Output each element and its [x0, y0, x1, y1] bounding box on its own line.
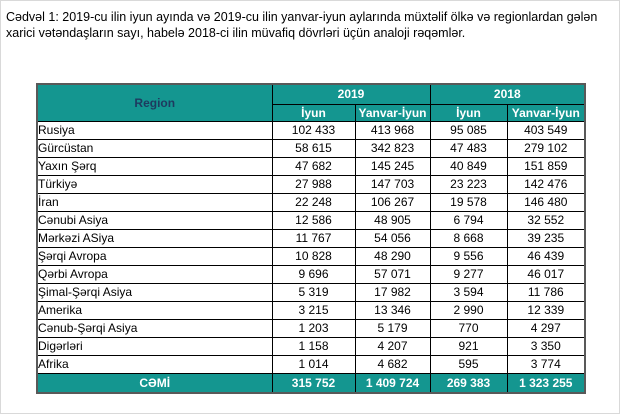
value-cell: 23 223: [430, 175, 507, 193]
value-cell: 12 339: [507, 301, 585, 319]
value-cell: 10 828: [272, 247, 355, 265]
table-row: [37, 157, 585, 175]
table-row: [37, 337, 585, 355]
value-cell: 4 297: [507, 319, 585, 337]
value-cell: 12 586: [272, 211, 355, 229]
value-cell: 32 552: [507, 211, 585, 229]
value-cell: 9 277: [430, 265, 507, 283]
region-cell: Yaxın Şərq: [37, 157, 272, 175]
value-cell: 413 968: [355, 121, 430, 139]
statistics-table: [36, 83, 586, 394]
value-cell: 4 682: [355, 355, 430, 373]
value-cell: 3 774: [507, 355, 585, 373]
value-cell: 403 549: [507, 121, 585, 139]
table-footer: [37, 373, 585, 393]
total-value-2019-iyun: 315 752: [272, 373, 355, 393]
region-cell: Afrika: [37, 355, 272, 373]
value-cell: 40 849: [430, 157, 507, 175]
value-cell: 142 476: [507, 175, 585, 193]
table-row: [37, 247, 585, 265]
value-cell: 5 319: [272, 283, 355, 301]
value-cell: 8 668: [430, 229, 507, 247]
total-value-2018-yanvar-iyun: 1 323 255: [507, 373, 585, 393]
value-cell: 3 350: [507, 337, 585, 355]
region-cell: Gürcüstan: [37, 139, 272, 157]
table-row: [37, 319, 585, 337]
value-cell: 1 158: [272, 337, 355, 355]
year-2018-header: 2018: [430, 84, 585, 104]
value-cell: 46 439: [507, 247, 585, 265]
total-row: [37, 373, 585, 393]
value-cell: 145 245: [355, 157, 430, 175]
col-header-2019-yanvar-iyun: Yanvar-İyun: [355, 104, 430, 121]
region-cell: İran: [37, 193, 272, 211]
value-cell: 147 703: [355, 175, 430, 193]
value-cell: 22 248: [272, 193, 355, 211]
year-2019-header: 2019: [272, 84, 430, 104]
region-cell: Digərləri: [37, 337, 272, 355]
value-cell: 47 483: [430, 139, 507, 157]
table-row: [37, 121, 585, 139]
table-caption: Cədvəl 1: 2019-cu ilin iyun ayında və 2019-cu ilin yanvar-iyun aylarında müxtəlif ölkə və regionlardan gələn xarici vətəndaşların sayı, habelə 2018-ci ilin müvafiq dövrləri üçün analoji rəqəmlər.: [6, 10, 598, 40]
value-cell: 4 207: [355, 337, 430, 355]
value-cell: 770: [430, 319, 507, 337]
value-cell: 6 794: [430, 211, 507, 229]
value-cell: 2 990: [430, 301, 507, 319]
region-cell: Mərkəzi ASiya: [37, 229, 272, 247]
col-header-2019-iyun: İyun: [272, 104, 355, 121]
region-cell: Qərbi Avropa: [37, 265, 272, 283]
value-cell: 46 017: [507, 265, 585, 283]
value-cell: 3 594: [430, 283, 507, 301]
table-row: [37, 355, 585, 373]
table-row: [37, 211, 585, 229]
value-cell: 95 085: [430, 121, 507, 139]
value-cell: 9 556: [430, 247, 507, 265]
total-value-2019-yanvar-iyun: 1 409 724: [355, 373, 430, 393]
value-cell: 48 290: [355, 247, 430, 265]
value-cell: 1 203: [272, 319, 355, 337]
value-cell: 595: [430, 355, 507, 373]
col-header-2018-yanvar-iyun: Yanvar-İyun: [507, 104, 585, 121]
col-header-2018-iyun: İyun: [430, 104, 507, 121]
region-cell: Amerika: [37, 301, 272, 319]
value-cell: 27 988: [272, 175, 355, 193]
value-cell: 3 215: [272, 301, 355, 319]
table-row: [37, 229, 585, 247]
table-header: [37, 84, 585, 121]
value-cell: 1 014: [272, 355, 355, 373]
region-cell: Cənub-Şərqi Asiya: [37, 319, 272, 337]
region-cell: Şərqi Avropa: [37, 247, 272, 265]
region-column-header: Region: [37, 84, 272, 121]
value-cell: 47 682: [272, 157, 355, 175]
value-cell: 17 982: [355, 283, 430, 301]
value-cell: 102 433: [272, 121, 355, 139]
total-value-2018-iyun: 269 383: [430, 373, 507, 393]
value-cell: 58 615: [272, 139, 355, 157]
year-header-row: [37, 84, 585, 104]
region-cell: Türkiyə: [37, 175, 272, 193]
value-cell: 39 235: [507, 229, 585, 247]
table-row: [37, 301, 585, 319]
table-row: [37, 193, 585, 211]
table-row: [37, 139, 585, 157]
region-cell: Rusiya: [37, 121, 272, 139]
region-cell: Şimal-Şərqi Asiya: [37, 283, 272, 301]
value-cell: 151 859: [507, 157, 585, 175]
value-cell: 279 102: [507, 139, 585, 157]
table-row: [37, 265, 585, 283]
value-cell: 57 071: [355, 265, 430, 283]
value-cell: 9 696: [272, 265, 355, 283]
value-cell: 342 823: [355, 139, 430, 157]
value-cell: 5 179: [355, 319, 430, 337]
value-cell: 54 056: [355, 229, 430, 247]
table-body: [37, 121, 585, 373]
value-cell: 11 767: [272, 229, 355, 247]
region-cell: Cənubi Asiya: [37, 211, 272, 229]
table-row: [37, 175, 585, 193]
value-cell: 11 786: [507, 283, 585, 301]
total-label: CƏMİ: [37, 373, 272, 393]
value-cell: 19 578: [430, 193, 507, 211]
table-row: [37, 283, 585, 301]
value-cell: 13 346: [355, 301, 430, 319]
value-cell: 921: [430, 337, 507, 355]
value-cell: 106 267: [355, 193, 430, 211]
value-cell: 146 480: [507, 193, 585, 211]
value-cell: 48 905: [355, 211, 430, 229]
